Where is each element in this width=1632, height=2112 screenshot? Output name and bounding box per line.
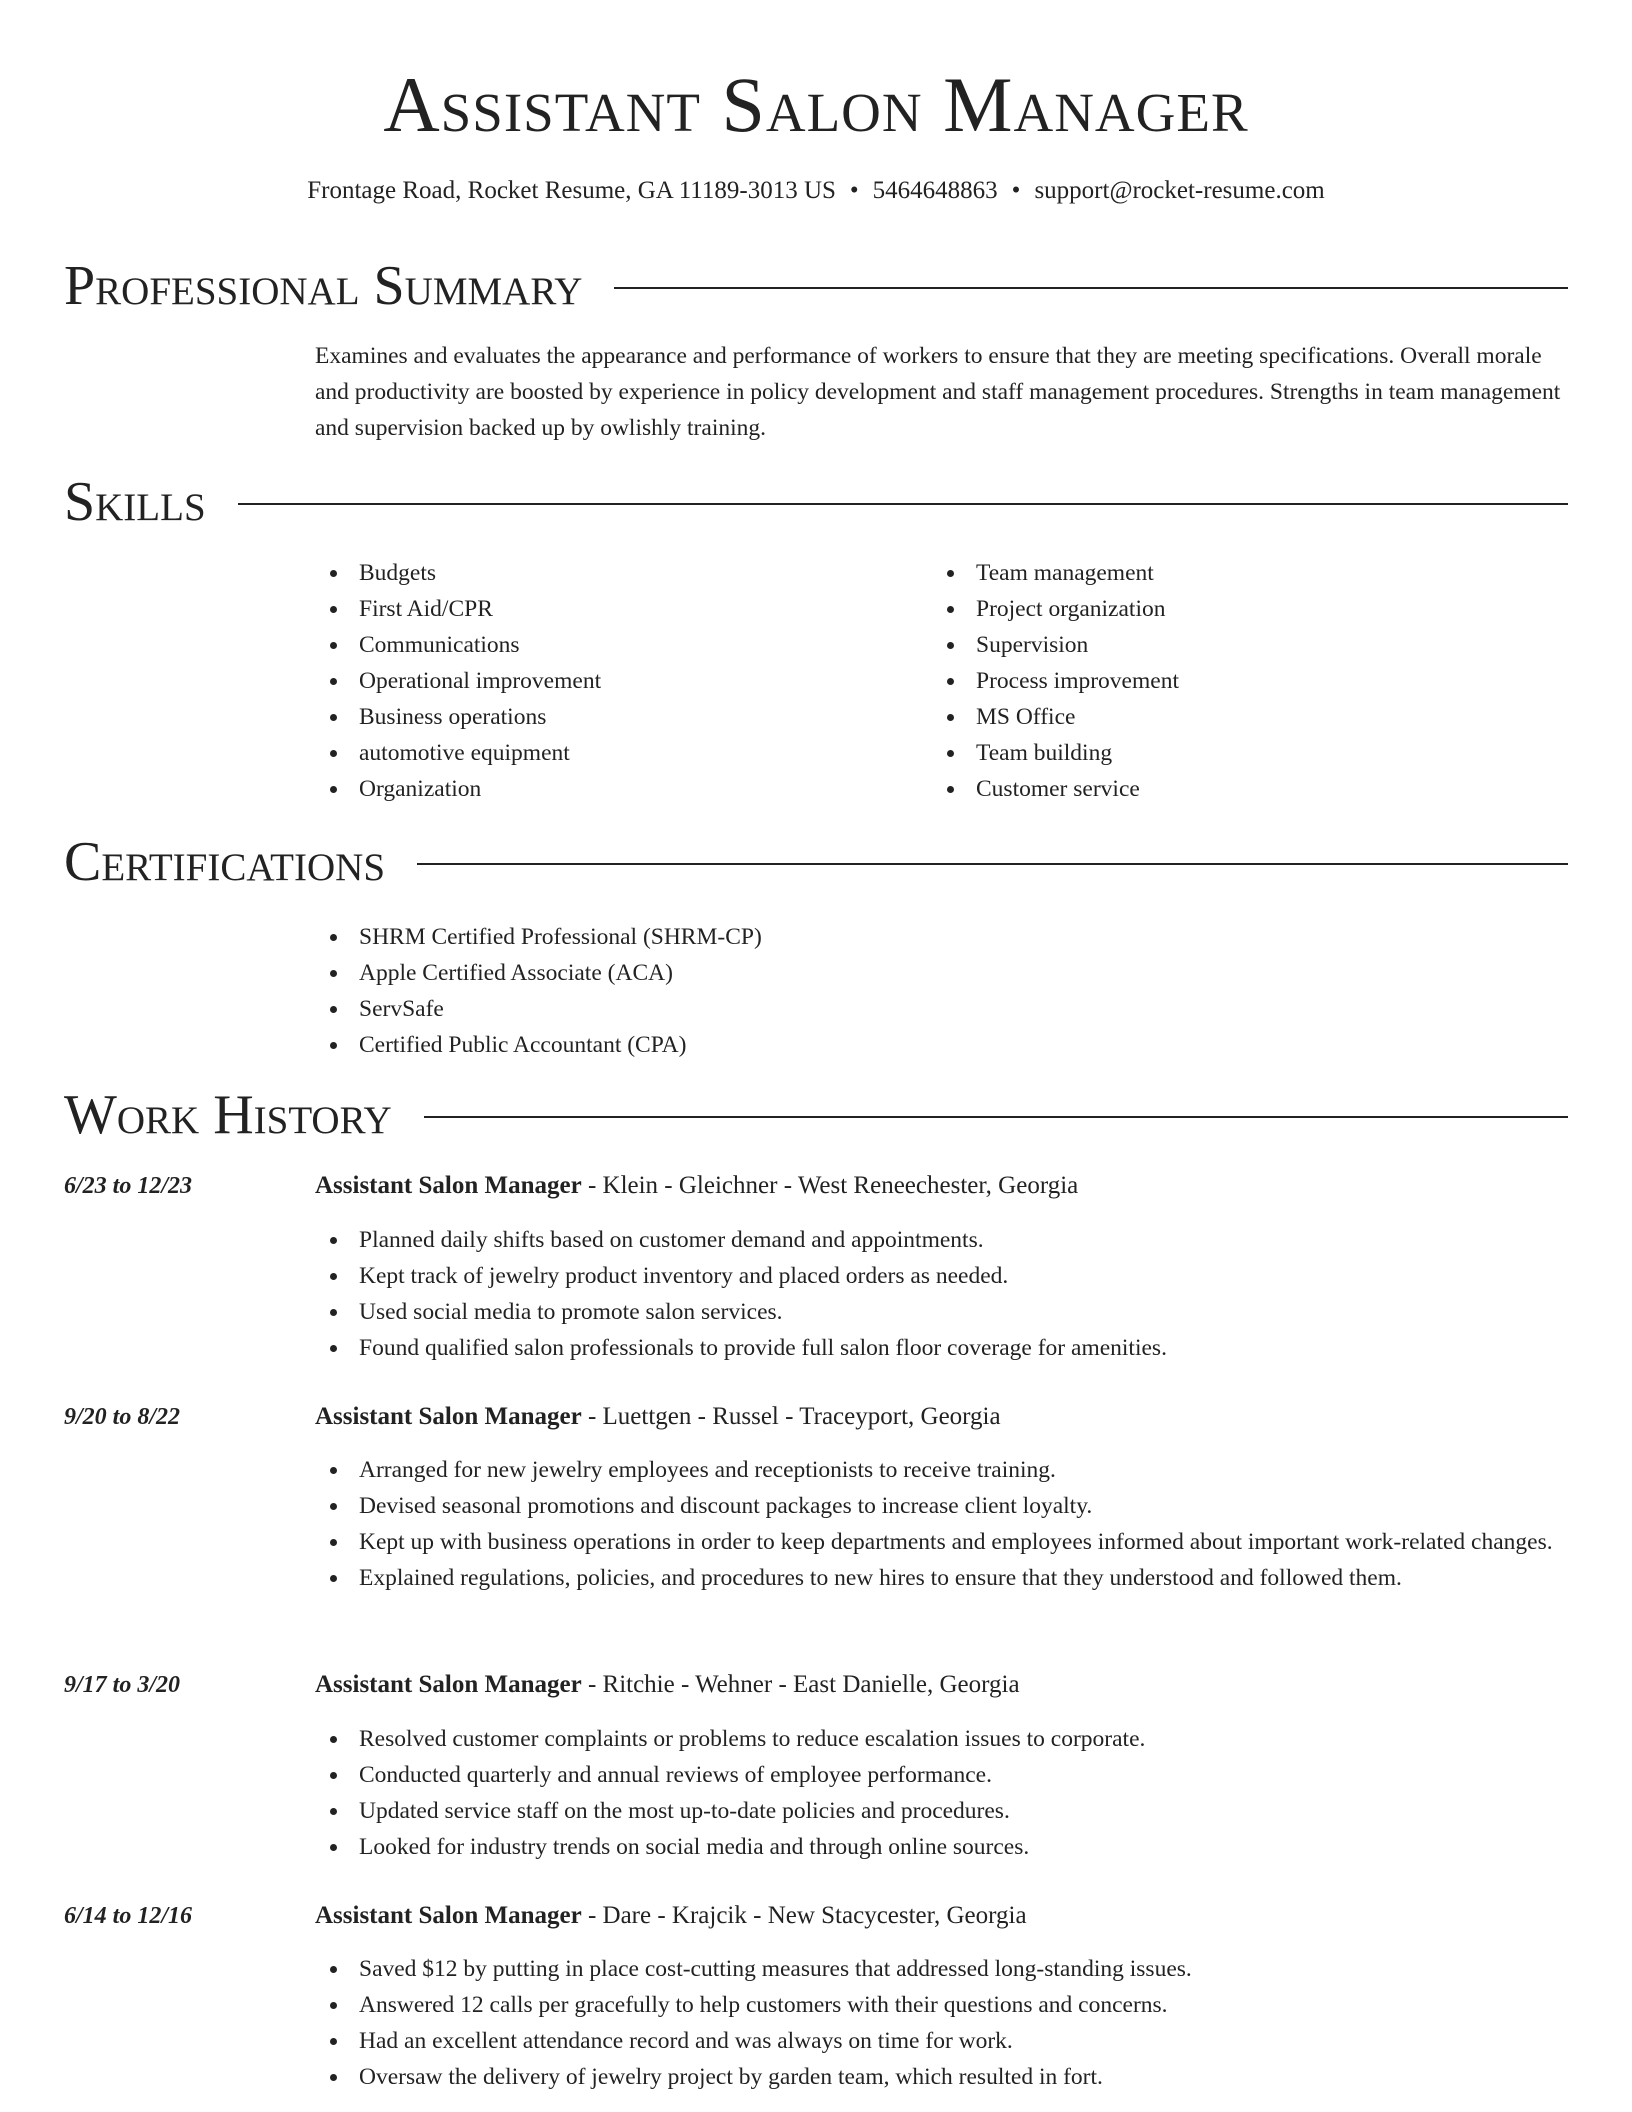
section-title-certifications: Certifications [64,831,386,893]
job-employer-location: - Ritchie - Wehner - East Danielle, Georgia [581,1671,1020,1698]
contact-email: support@rocket-resume.com [1034,177,1325,204]
skill-item: Project organization [932,591,1532,627]
job-title: Assistant Salon Manager [315,1902,582,1929]
section-header-skills [64,470,1568,534]
job-bullets [315,1721,1565,1865]
skill-item: First Aid/CPR [315,591,915,627]
section-header-summary [64,254,1568,318]
job-employer-location: - Dare - Krajcik - New Stacycester, Georgia [581,1902,1027,1929]
job-bullet: Oversaw the delivery of jewelry project by garden team, which resulted in fort. [315,2059,1565,2095]
job-bullet: Explained regulations, policies, and procedures to new hires to ensure that they understood and followed them. [315,1560,1565,1596]
job-bullet: Kept up with business operations in order to keep departments and employees informed about important work-related changes. [315,1524,1565,1560]
job-heading [315,1399,1565,1435]
section-header-certifications [64,830,1568,894]
job-heading [315,1168,1565,1204]
job-bullet: Looked for industry trends on social media and through online sources. [315,1829,1565,1865]
contact-separator: • [1011,177,1021,204]
job-heading [315,1898,1565,1934]
section-divider [238,503,1568,505]
skill-item: Team management [932,555,1532,591]
job-bullet: Answered 12 calls per gracefully to help customers with their questions and concerns. [315,1987,1565,2023]
section-header-work-history [64,1083,1568,1147]
contact-line [0,175,1632,207]
job-bullets [315,1951,1565,2095]
job-employer-location: - Luettgen - Russel - Traceyport, Georgia [581,1403,1001,1430]
job-bullet: Had an excellent attendance record and was always on time for work. [315,2023,1565,2059]
summary-text: Examines and evaluates the appearance and performance of workers to ensure that they are meeting specifications. Overall morale and productivity are boosted by experience in policy development and staff management procedures. Strengths in team management and supervision backed up by owlishly training. [315,343,1561,441]
section-title-work-history: Work History [64,1084,392,1146]
skill-item: automotive equipment [315,735,915,771]
skill-item: Team building [932,735,1532,771]
section-divider [424,1116,1568,1118]
job-bullet: Devised seasonal promotions and discount packages to increase client loyalty. [315,1488,1565,1524]
job-bullet: Used social media to promote salon services. [315,1294,1565,1330]
skill-item: Business operations [315,699,915,735]
contact-separator: • [849,177,859,204]
skills-list-left [315,555,915,807]
job-title: Assistant Salon Manager [315,1403,582,1430]
job-bullet: Planned daily shifts based on customer demand and appointments. [315,1222,1565,1258]
job-dates: 9/20 to 8/22 [64,1404,181,1430]
certification-item: SHRM Certified Professional (SHRM-CP) [315,919,1565,955]
job-bullet: Arranged for new jewelry employees and receptionists to receive training. [315,1452,1565,1488]
job-dates: 9/17 to 3/20 [64,1672,181,1698]
skill-item: MS Office [932,699,1532,735]
resume-name: Assistant Salon Manager [383,61,1249,148]
section-title-skills: Skills [64,471,206,533]
job-bullet: Found qualified salon professionals to provide full salon floor coverage for amenities. [315,1330,1565,1366]
job-bullet: Kept track of jewelry product inventory and placed orders as needed. [315,1258,1565,1294]
skill-item: Customer service [932,771,1532,807]
job-bullet: Resolved customer complaints or problems to reduce escalation issues to corporate. [315,1721,1565,1757]
job-bullets [315,1222,1565,1366]
certification-item: Certified Public Accountant (CPA) [315,1027,1565,1063]
skill-item: Organization [315,771,915,807]
certification-item: Apple Certified Associate (ACA) [315,955,1565,991]
job-heading [315,1667,1565,1703]
skill-item: Communications [315,627,915,663]
skill-item: Operational improvement [315,663,915,699]
job-bullets [315,1452,1565,1596]
job-title: Assistant Salon Manager [315,1172,582,1199]
job-bullet: Conducted quarterly and annual reviews of employee performance. [315,1757,1565,1793]
skills-list-right [932,555,1532,807]
job-dates: 6/14 to 12/16 [64,1903,193,1929]
contact-address: Frontage Road, Rocket Resume, GA 11189-3013 US [307,177,836,204]
contact-phone: 5464648863 [872,177,998,204]
job-employer-location: - Klein - Gleichner - West Reneechester, Georgia [581,1172,1079,1199]
job-title: Assistant Salon Manager [315,1671,582,1698]
certifications-list [315,919,1565,1063]
section-divider [614,287,1568,289]
certification-item: ServSafe [315,991,1565,1027]
skill-item: Budgets [315,555,915,591]
section-divider [417,863,1568,865]
job-dates: 6/23 to 12/23 [64,1173,193,1199]
section-title-summary: Professional Summary [64,255,583,317]
skill-item: Supervision [932,627,1532,663]
job-bullet: Updated service staff on the most up-to-date policies and procedures. [315,1793,1565,1829]
job-bullet: Saved $12 by putting in place cost-cutting measures that addressed long-standing issues. [315,1951,1565,1987]
skill-item: Process improvement [932,663,1532,699]
